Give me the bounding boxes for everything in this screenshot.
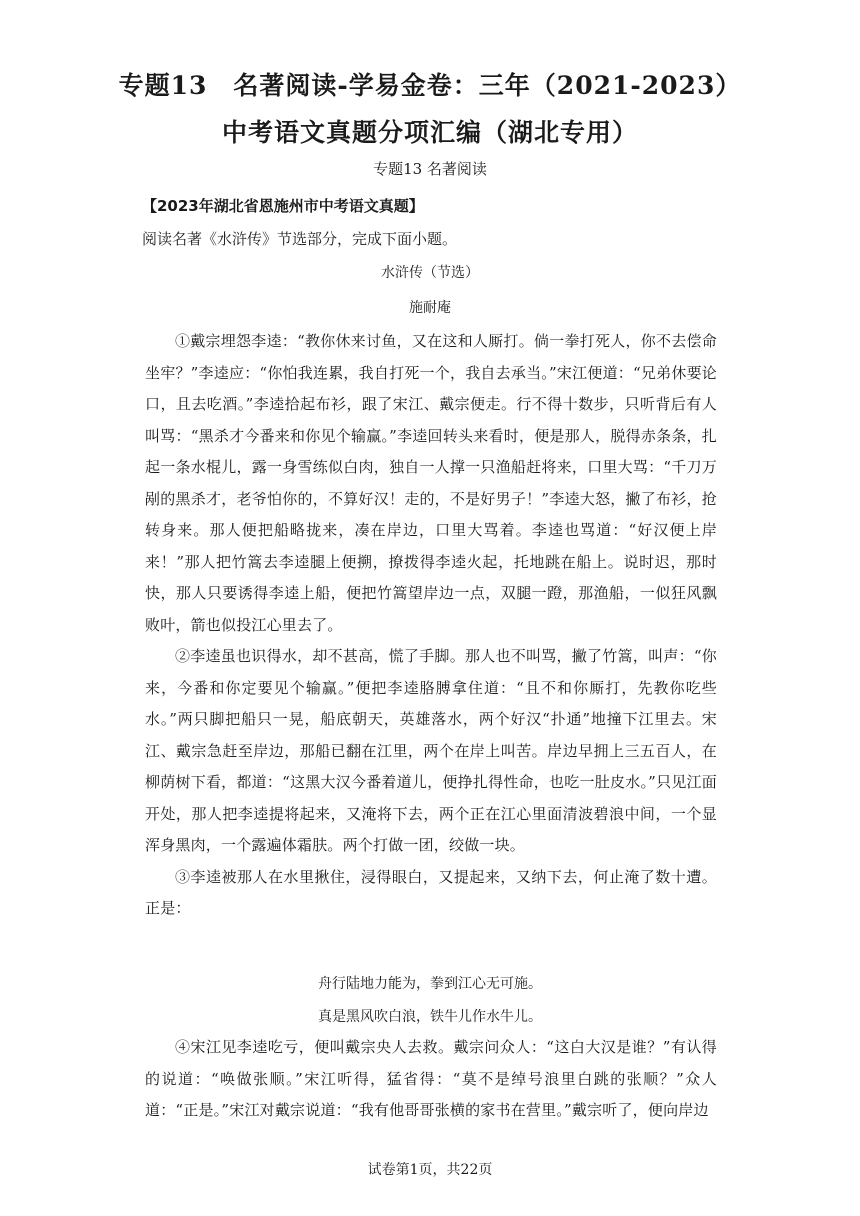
- excerpt-body-part2: [145, 1032, 717, 1127]
- page-footer: 试卷第1页，共22页: [367, 1162, 493, 1178]
- paragraph-4: ④宋江见李逵吃亏，便叫戴宗央人去救。戴宗问众人：“这白大汉是谁？”有认得的说道：“唤做张顺。”宋江听得，猛省得：“莫不是绰号浪里白跳的张顺？”众人道：“正是。”宋江对戴宗说道：“我有他哥哥张横的家书在营里。”戴宗听了，便向岸边: [145, 1038, 717, 1119]
- document-subtitle: 专题13 名著阅读: [373, 160, 487, 178]
- paragraph-3: ③李逵被那人在水里揪住，浸得眼白，又提起来，又纳下去，何止淹了数十遭。正是：: [145, 867, 717, 917]
- section-heading: 【2023年湖北省恩施州市中考语文真题】: [142, 197, 424, 215]
- verse-line-2: 真是黑风吹白浪，铁牛儿作水牛儿。: [318, 1009, 542, 1025]
- verse-line-1: 舟行陆地力能为，拳到江心无可施。: [318, 976, 542, 992]
- paragraph-2: ②李逵虽也识得水，却不甚高，慌了手脚。那人也不叫骂，撇了竹篙，叫声：“你来，今番和你定要见个输赢。”便把李逵胳膊拿住道：“且不和你厮打，先教你吃些水。”两只脚把船只一晃，船底朝天，英雄落水，两个好汉“扑通”地撞下江里去。宋江、戴宗急赶至岸边，那船已翻在江里，两个在岸上叫苦。岸边早拥上三五百人，在柳荫树下看，都道：“这黑大汉今番着道儿，便挣扎得性命，也吃一肚皮水。”只见江面开处，那人把李逵提将起来，又淹将下去，两个正在江心里面清波碧浪中间，一个显浑身黑肉，一个露遍体霜肤。两个打做一团，绞做一块。: [145, 647, 717, 854]
- document-title-line2: 中考语文真题分项汇编（湖北专用）: [221, 118, 638, 147]
- paragraph-1: ①戴宗埋怨李逵：“教你休来讨鱼，又在这和人厮打。倘一拳打死人，你不去偿命坐牢？”李逵应：“你怕我连累，我自打死一个，我自去承当。”宋江便道：“兄弟休要论口，且去吃酒。”李逵拾起布衫，跟了宋江、戴宗便走。行不得十数步，只听背后有人叫骂：“黑杀才今番来和你见个输赢。”李逵回转头来看时，便是那人，脱得赤条条，扎起一条水棍儿，露一身雪练似白肉，独自一人撑一只渔船赶将来，口里大骂：“千刀万剐的黑杀才，老爷怕你的，不算好汉！走的，不是好男子！”李逵大怒，撇了布衫，抢转身来。那人便把船略拢来，凑在岸边，口里大骂着。李逵也骂道：“好汉便上岸来！”那人把竹篙去李逵腿上便搠，撩拨得李逵火起，托地跳在船上。说时迟，那时快，那人只要诱得李逵上船，便把竹篙望岸边一点，双腿一蹬，那渔船，一似狂风飘败叶，箭也似投江心里去了。: [145, 332, 717, 634]
- reading-instruction: 阅读名著《水浒传》节选部分，完成下面小题。: [142, 230, 458, 248]
- document-title-line1: 专题13 名著阅读-学易金卷：三年（2021-2023）: [118, 71, 742, 100]
- excerpt-body-part1: [145, 326, 717, 925]
- excerpt-author: 施耐庵: [409, 300, 451, 316]
- excerpt-title: 水浒传（节选）: [381, 265, 479, 281]
